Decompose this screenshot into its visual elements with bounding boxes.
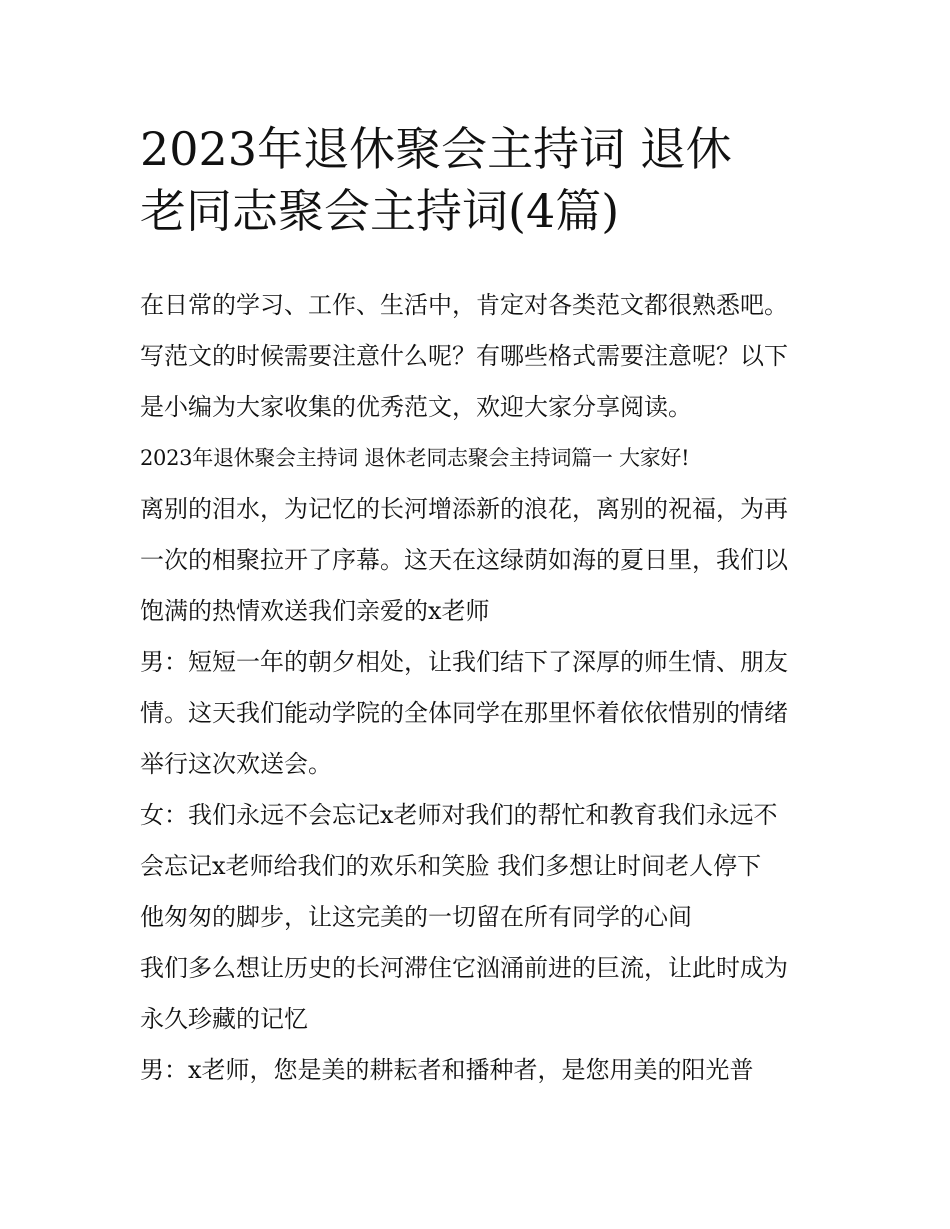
document-title (140, 118, 820, 242)
body-line: 饱满的热情欢送我们亲爱的x老师 (140, 597, 490, 625)
body-line: 女：我们永远不会忘记x老师对我们的帮忙和教育我们永远不 (140, 801, 778, 829)
body-line: 男：短短一年的朝夕相处，让我们结下了深厚的师生情、朋友 (140, 648, 788, 676)
title-line: 2023年退休聚会主持词 退休 (140, 122, 732, 176)
body-line: 永久珍藏的记忆 (140, 1005, 308, 1033)
body-line: 写范文的时候需要注意什么呢？有哪些格式需要注意呢？以下 (140, 342, 788, 370)
document-body (140, 280, 820, 1096)
body-line: 是小编为大家收集的优秀范文，欢迎大家分享阅读。 (140, 393, 692, 421)
body-line: 离别的泪水，为记忆的长河增添新的浪花，离别的祝福，为再 (140, 495, 788, 523)
body-line: 会忘记x老师给我们的欢乐和笑脸 我们多想让时间老人停下 (140, 852, 762, 880)
title-line: 老同志聚会主持词(4篇) (140, 184, 620, 238)
body-line: 一次的相聚拉开了序幕。这天在这绿荫如海的夏日里，我们以 (140, 546, 788, 574)
body-line: 他匆匆的脚步，让这完美的一切留在所有同学的心间 (140, 903, 692, 931)
body-line: 举行这次欢送会。 (140, 750, 332, 778)
body-line: 在日常的学习、工作、生活中，肯定对各类范文都很熟悉吧。 (140, 291, 788, 319)
body-line: 2023年退休聚会主持词 退休老同志聚会主持词篇一 大家好! (140, 446, 690, 470)
body-line: 情。这天我们能动学院的全体同学在那里怀着依依惜别的情绪 (140, 699, 788, 727)
body-line: 我们多么想让历史的长河滞住它汹涌前进的巨流，让此时成为 (140, 954, 788, 982)
body-line: 男：x老师，您是美的耕耘者和播种者，是您用美的阳光普 (140, 1056, 754, 1084)
